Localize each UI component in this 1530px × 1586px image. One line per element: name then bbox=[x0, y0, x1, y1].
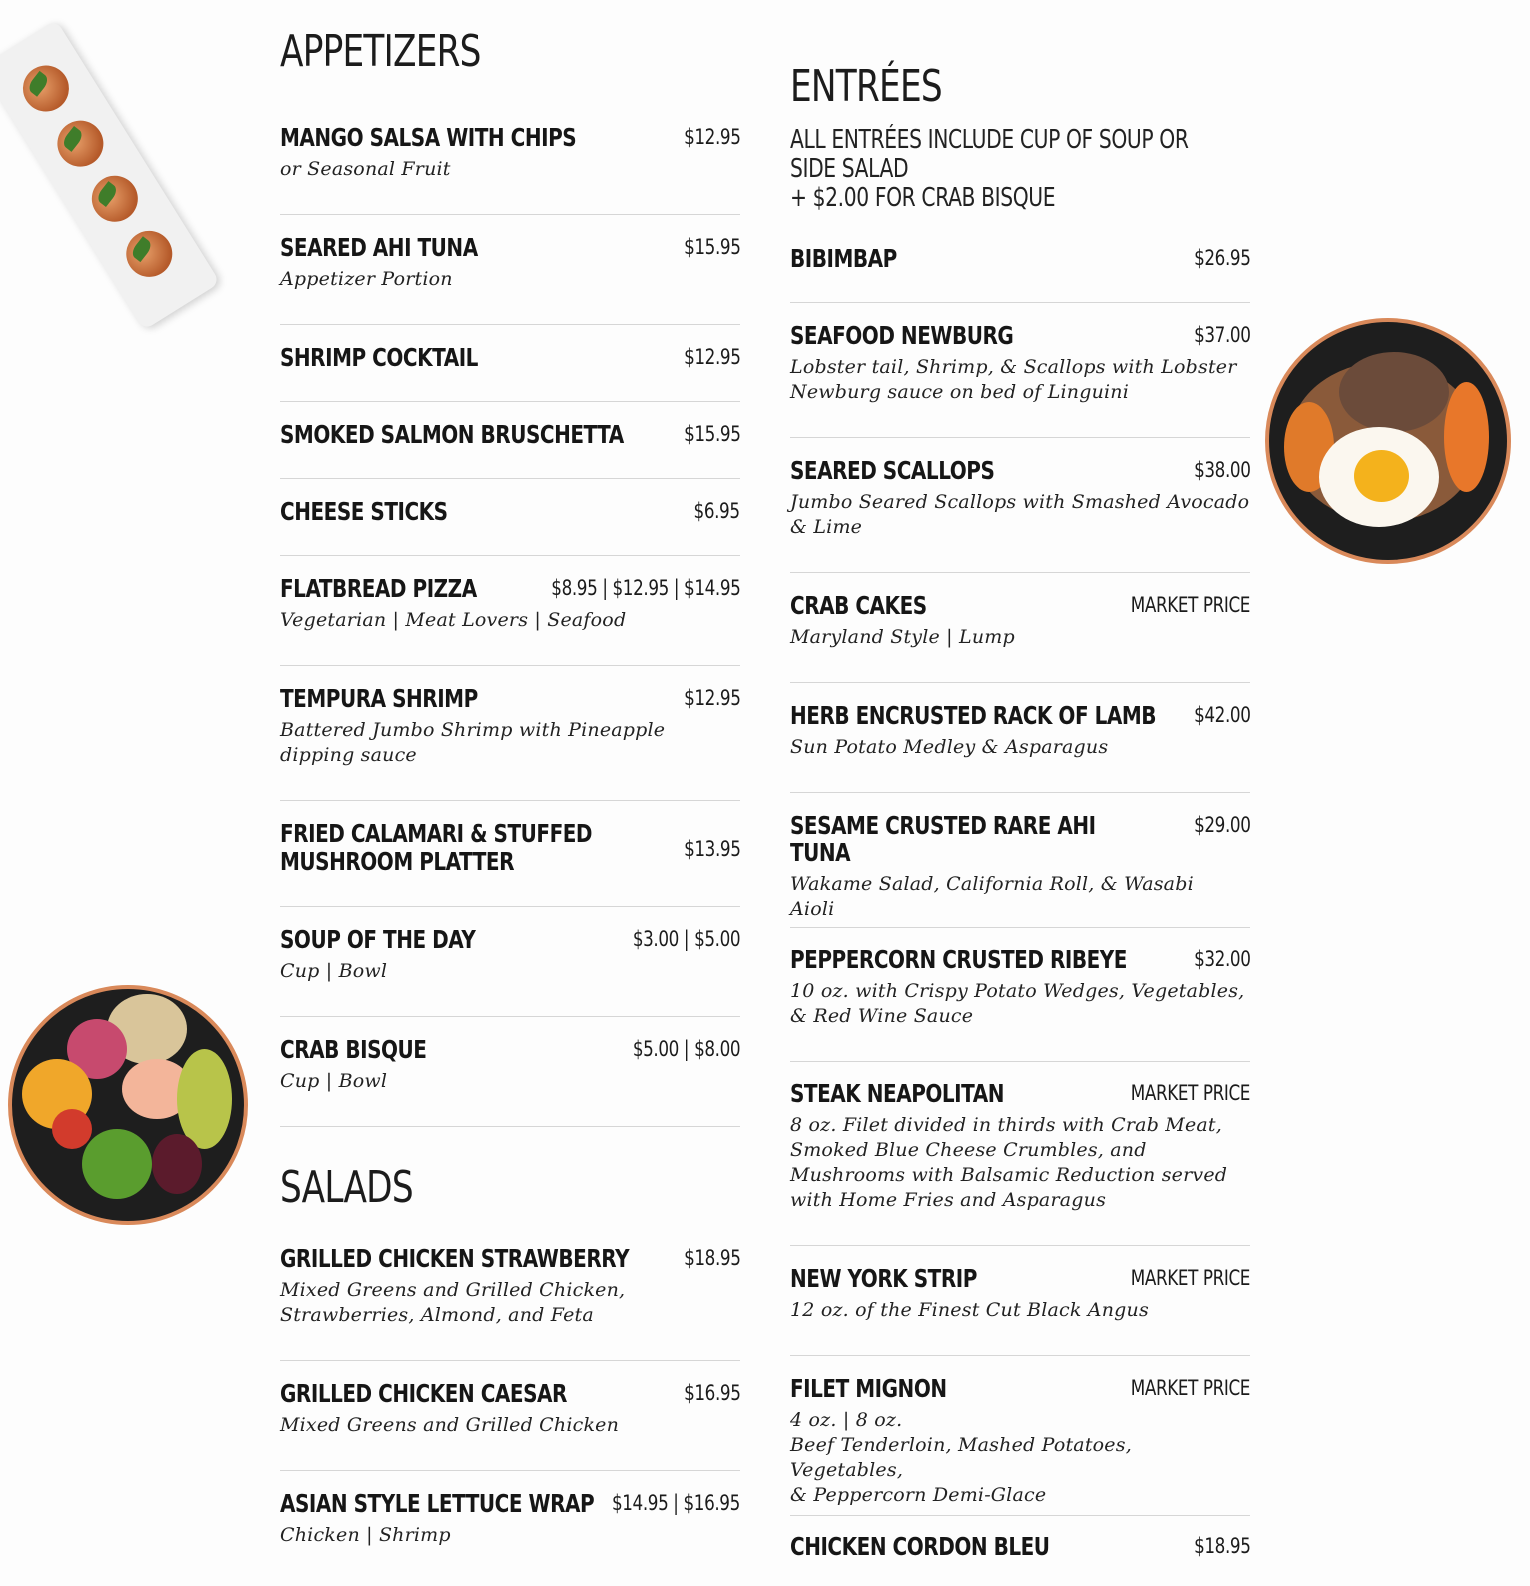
item-name: SESAME CRUSTED RARE AHI TUNA bbox=[790, 811, 1096, 867]
entrees-note bbox=[790, 126, 1350, 213]
item-name: CRAB CAKES bbox=[790, 591, 927, 620]
item-price: $5.00 | $8.00 bbox=[632, 1037, 740, 1061]
menu-item bbox=[790, 702, 1250, 793]
menu-item bbox=[280, 1380, 740, 1471]
item-price: $18.95 bbox=[1193, 1534, 1250, 1558]
entrees-title: ENTRÉES bbox=[790, 61, 942, 112]
item-price: $12.95 bbox=[683, 125, 740, 149]
item-name: CHICKEN CORDON BLEU bbox=[790, 1532, 1050, 1561]
item-desc: Chicken | Shrimp bbox=[280, 1524, 451, 1546]
item-desc: Appetizer Portion bbox=[280, 268, 453, 290]
item-price: MARKET PRICE bbox=[1130, 1266, 1250, 1290]
item-price: $15.95 bbox=[683, 235, 740, 259]
item-name: SEARED AHI TUNA bbox=[280, 233, 478, 262]
item-desc: Sun Potato Medley & Asparagus bbox=[790, 736, 1109, 758]
menu-item bbox=[280, 234, 740, 325]
item-price: $6.95 bbox=[693, 499, 740, 523]
item-desc: Battered Jumbo Shrimp with Pineapple dipping sauce bbox=[280, 719, 666, 766]
item-desc: Mixed Greens and Grilled Chicken, Strawberries, Almond, and Feta bbox=[280, 1279, 626, 1326]
item-name: HERB ENCRUSTED RACK OF LAMB bbox=[790, 701, 1157, 730]
item-name: FRIED CALAMARI & STUFFED MUSHROOM PLATTER bbox=[280, 819, 593, 876]
item-name: ASIAN STYLE LETTUCE WRAP bbox=[280, 1489, 595, 1518]
item-name: SEAFOOD NEWBURG bbox=[790, 321, 1014, 350]
menu-item bbox=[790, 946, 1250, 1062]
item-price: $38.00 bbox=[1193, 458, 1250, 482]
item-name: SMOKED SALMON BRUSCHETTA bbox=[280, 420, 624, 449]
menu-item bbox=[280, 926, 740, 1017]
bruschetta-bite bbox=[49, 112, 112, 175]
item-price: MARKET PRICE bbox=[1130, 1376, 1250, 1400]
item-price: $13.95 bbox=[683, 837, 740, 861]
item-price: $18.95 bbox=[683, 1246, 740, 1270]
item-desc: Wakame Salad, California Roll, & Wasabi Aioli bbox=[790, 873, 1194, 920]
item-desc: 10 oz. with Crispy Potato Wedges, Vegetables, & Red Wine Sauce bbox=[790, 980, 1245, 1027]
appetizers-title: APPETIZERS bbox=[280, 26, 481, 77]
item-desc: Cup | Bowl bbox=[280, 1070, 388, 1092]
item-name: BIBIMBAP bbox=[790, 244, 897, 273]
menu-item bbox=[280, 124, 740, 215]
item-desc: Jumbo Seared Scallops with Smashed Avocado & Lime bbox=[790, 491, 1250, 538]
item-price: $12.95 bbox=[683, 345, 740, 369]
item-name: NEW YORK STRIP bbox=[790, 1264, 977, 1293]
item-name: SOUP OF THE DAY bbox=[280, 925, 476, 954]
item-name: TEMPURA SHRIMP bbox=[280, 684, 478, 713]
bibimbap-bowl-image bbox=[1265, 318, 1511, 564]
bruschetta-bite bbox=[14, 57, 77, 120]
item-name: CRAB BISQUE bbox=[280, 1035, 427, 1064]
item-name: PEPPERCORN CRUSTED RIBEYE bbox=[790, 945, 1127, 974]
item-desc: 4 oz. | 8 oz. Beef Tenderloin, Mashed Potatoes, Vegetables, & Peppercorn Demi-Glace bbox=[790, 1409, 1132, 1506]
item-name: CHEESE STICKS bbox=[280, 497, 448, 526]
menu-item bbox=[790, 457, 1250, 573]
entrees-note-line2: + $2.00 FOR CRAB BISQUE bbox=[790, 183, 1056, 213]
item-name: SHRIMP COCKTAIL bbox=[280, 343, 478, 372]
item-desc: Maryland Style | Lump bbox=[790, 626, 1015, 648]
salad-bowl-image bbox=[8, 985, 248, 1225]
item-name: FLATBREAD PIZZA bbox=[280, 574, 477, 603]
menu-item bbox=[280, 1490, 740, 1580]
appetizer-tray-image bbox=[0, 20, 220, 331]
item-price: $14.95 | $16.95 bbox=[612, 1491, 740, 1515]
item-price: $29.00 bbox=[1193, 813, 1250, 837]
item-desc: Cup | Bowl bbox=[280, 960, 388, 982]
item-price: MARKET PRICE bbox=[1130, 1081, 1250, 1105]
item-desc: 8 oz. Filet divided in thirds with Crab Meat, Smoked Blue Cheese Crumbles, and Mushrooms with Balsamic Reduction served with Home Fries and Asparagus bbox=[790, 1114, 1228, 1211]
item-price: MARKET PRICE bbox=[1130, 593, 1250, 617]
item-desc: Vegetarian | Meat Lovers | Seafood bbox=[280, 609, 627, 631]
item-name: FILET MIGNON bbox=[790, 1374, 947, 1403]
item-price: $42.00 bbox=[1193, 703, 1250, 727]
item-desc: or Seasonal Fruit bbox=[280, 158, 451, 180]
menu-item bbox=[790, 1080, 1250, 1246]
menu-item bbox=[790, 1265, 1250, 1356]
menu-item bbox=[280, 344, 740, 402]
menu-item bbox=[280, 685, 740, 801]
item-name: STEAK NEAPOLITAN bbox=[790, 1079, 1004, 1108]
menu-item bbox=[790, 1375, 1250, 1516]
menu-item bbox=[280, 1245, 740, 1361]
item-desc: Lobster tail, Shrimp, & Scallops with Lobster Newburg sauce on bed of Linguini bbox=[790, 356, 1237, 403]
menu-item bbox=[790, 245, 1250, 303]
menu-item bbox=[790, 322, 1250, 438]
salads-title: SALADS bbox=[280, 1162, 413, 1213]
item-price: $12.95 bbox=[683, 686, 740, 710]
menu-item bbox=[280, 498, 740, 556]
bruschetta-bite bbox=[118, 222, 181, 285]
menu-item bbox=[280, 820, 740, 907]
menu-item bbox=[280, 575, 740, 666]
item-price: $32.00 bbox=[1193, 947, 1250, 971]
menu-item bbox=[280, 1036, 740, 1127]
item-name: MANGO SALSA WITH CHIPS bbox=[280, 123, 577, 152]
item-name: SEARED SCALLOPS bbox=[790, 456, 995, 485]
item-price: $8.95 | $12.95 | $14.95 bbox=[550, 576, 740, 600]
item-price: $15.95 bbox=[683, 422, 740, 446]
item-name: GRILLED CHICKEN CAESAR bbox=[280, 1379, 567, 1408]
entrees-note-line1: ALL ENTRÉES INCLUDE CUP OF SOUP OR SIDE SALAD bbox=[790, 125, 1189, 184]
item-price: $26.95 bbox=[1193, 246, 1250, 270]
menu-item bbox=[280, 421, 740, 479]
item-desc: Mixed Greens and Grilled Chicken bbox=[280, 1414, 620, 1436]
item-price: $16.95 bbox=[683, 1381, 740, 1405]
menu-item bbox=[790, 592, 1250, 683]
item-name: GRILLED CHICKEN STRAWBERRY bbox=[280, 1244, 630, 1273]
menu-item bbox=[790, 1533, 1250, 1583]
item-price: $37.00 bbox=[1193, 323, 1250, 347]
item-desc: 12 oz. of the Finest Cut Black Angus bbox=[790, 1299, 1149, 1321]
item-price: $3.00 | $5.00 bbox=[632, 927, 740, 951]
bruschetta-bite bbox=[83, 167, 146, 230]
menu-item bbox=[790, 812, 1250, 928]
